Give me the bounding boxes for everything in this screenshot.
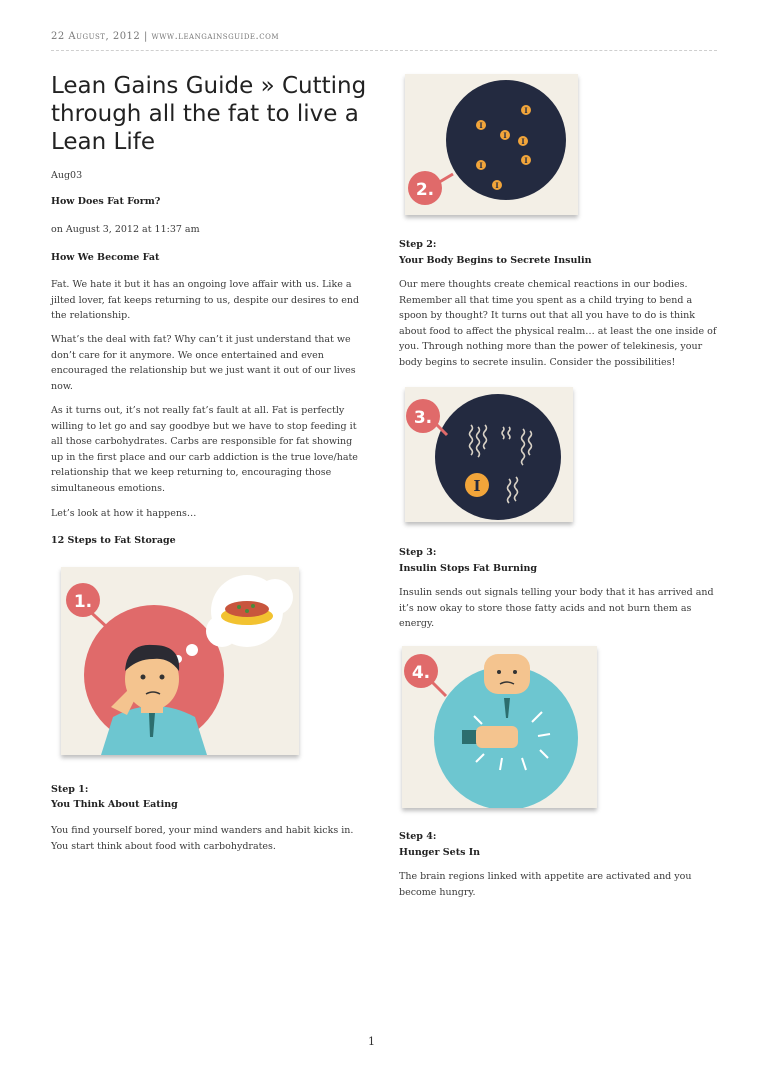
step-2-text: Our mere thoughts create chemical reactions in our bodies. Remember all that time you spent as a child trying to bend a spoon by thought? It turns out that all you have to do is think about food to affect the physical realm… at least the one inside of you. Through nothing more than the power of telekinesis, your body begins to secrete insulin. Consider the possibilities!	[399, 279, 717, 368]
step-3-title: Insulin Stops Fat Burning	[399, 563, 538, 574]
svg-text:I: I	[521, 137, 525, 146]
posted-timestamp: on August 3, 2012 at 11:37 am	[51, 224, 200, 235]
svg-text:I: I	[479, 161, 483, 170]
header-date: 22 August, 2012	[51, 31, 141, 42]
step-2-illustration	[405, 74, 578, 215]
step-1-title: You Think About Eating	[51, 799, 178, 810]
steps-heading: 12 Steps to Fat Storage	[51, 535, 176, 546]
paragraph-3: As it turns out, it’s not really fat’s fault at all. Fat is perfectly willing to let go and say goodbye but we have to stop feeding it all those carbohydrates. Carbs are responsible for fat showing up in the first place and our carb addiction is the true love/hate relationship that we keep returning to, encouraging those simultaneous emotions.	[51, 405, 358, 494]
article-date-short: Aug03	[51, 170, 83, 181]
paragraph-2: What’s the deal with fat? Why can’t it just understand that we don’t care for it anymore. We once entertained and even encouraged the relationship but we just want it out of our lives now.	[51, 334, 356, 392]
step-4-title: Hunger Sets In	[399, 847, 481, 858]
svg-text:I: I	[524, 106, 528, 115]
svg-text:I: I	[495, 181, 499, 190]
header-separator: |	[140, 31, 152, 42]
hand-on-stomach-icon	[476, 726, 518, 748]
step-4-number: 4.	[411, 663, 431, 683]
step-4-illustration	[402, 646, 597, 808]
step-2-navy-circle	[446, 80, 566, 200]
step-1-label: Step 1:	[51, 784, 89, 795]
paragraph-4: Let’s look at how it happens…	[51, 508, 197, 519]
step-3-number: 3.	[413, 408, 433, 428]
section-heading-fat-form: How Does Fat Form?	[51, 196, 161, 207]
step-2-title: Your Body Begins to Secrete Insulin	[399, 255, 592, 266]
step-4-text: The brain regions linked with appetite are activated and you become hungry.	[399, 871, 692, 898]
step-3-illustration	[405, 387, 573, 522]
svg-text:I: I	[524, 156, 528, 165]
svg-text:I: I	[473, 477, 481, 495]
step-3-navy-circle	[435, 394, 561, 520]
step-2-number: 2.	[415, 180, 435, 200]
article-title: Lean Gains Guide » Cutting through all the fat to live a Lean Life	[51, 73, 367, 155]
svg-text:I: I	[479, 121, 483, 130]
step-3-text: Insulin sends out signals telling your body that it has arrived and it’s now okay to store those fatty acids and not burn them as energy.	[399, 587, 714, 630]
step-4-label: Step 4:	[399, 831, 437, 842]
paragraph-1: Fat. We hate it but it has an ongoing love affair with us. Like a jilted lover, fat keeps returning to us, despite our desires to end the relationship.	[51, 279, 360, 322]
step-3-label: Step 3:	[399, 547, 437, 558]
step-1-text: You find yourself bored, your mind wanders and habit kicks in. You start think about food with carbohydrates.	[51, 825, 354, 852]
step-1-illustration	[61, 567, 299, 755]
page-number: 1	[368, 1035, 375, 1048]
step-1-number: 1.	[73, 592, 93, 612]
person-face	[484, 654, 530, 694]
section-heading-become-fat: How We Become Fat	[51, 252, 160, 263]
running-header	[51, 31, 717, 51]
step-2-label: Step 2:	[399, 239, 437, 250]
svg-text:I: I	[503, 131, 507, 140]
header-site-link[interactable]: www.leangainsguide.com	[151, 31, 279, 42]
